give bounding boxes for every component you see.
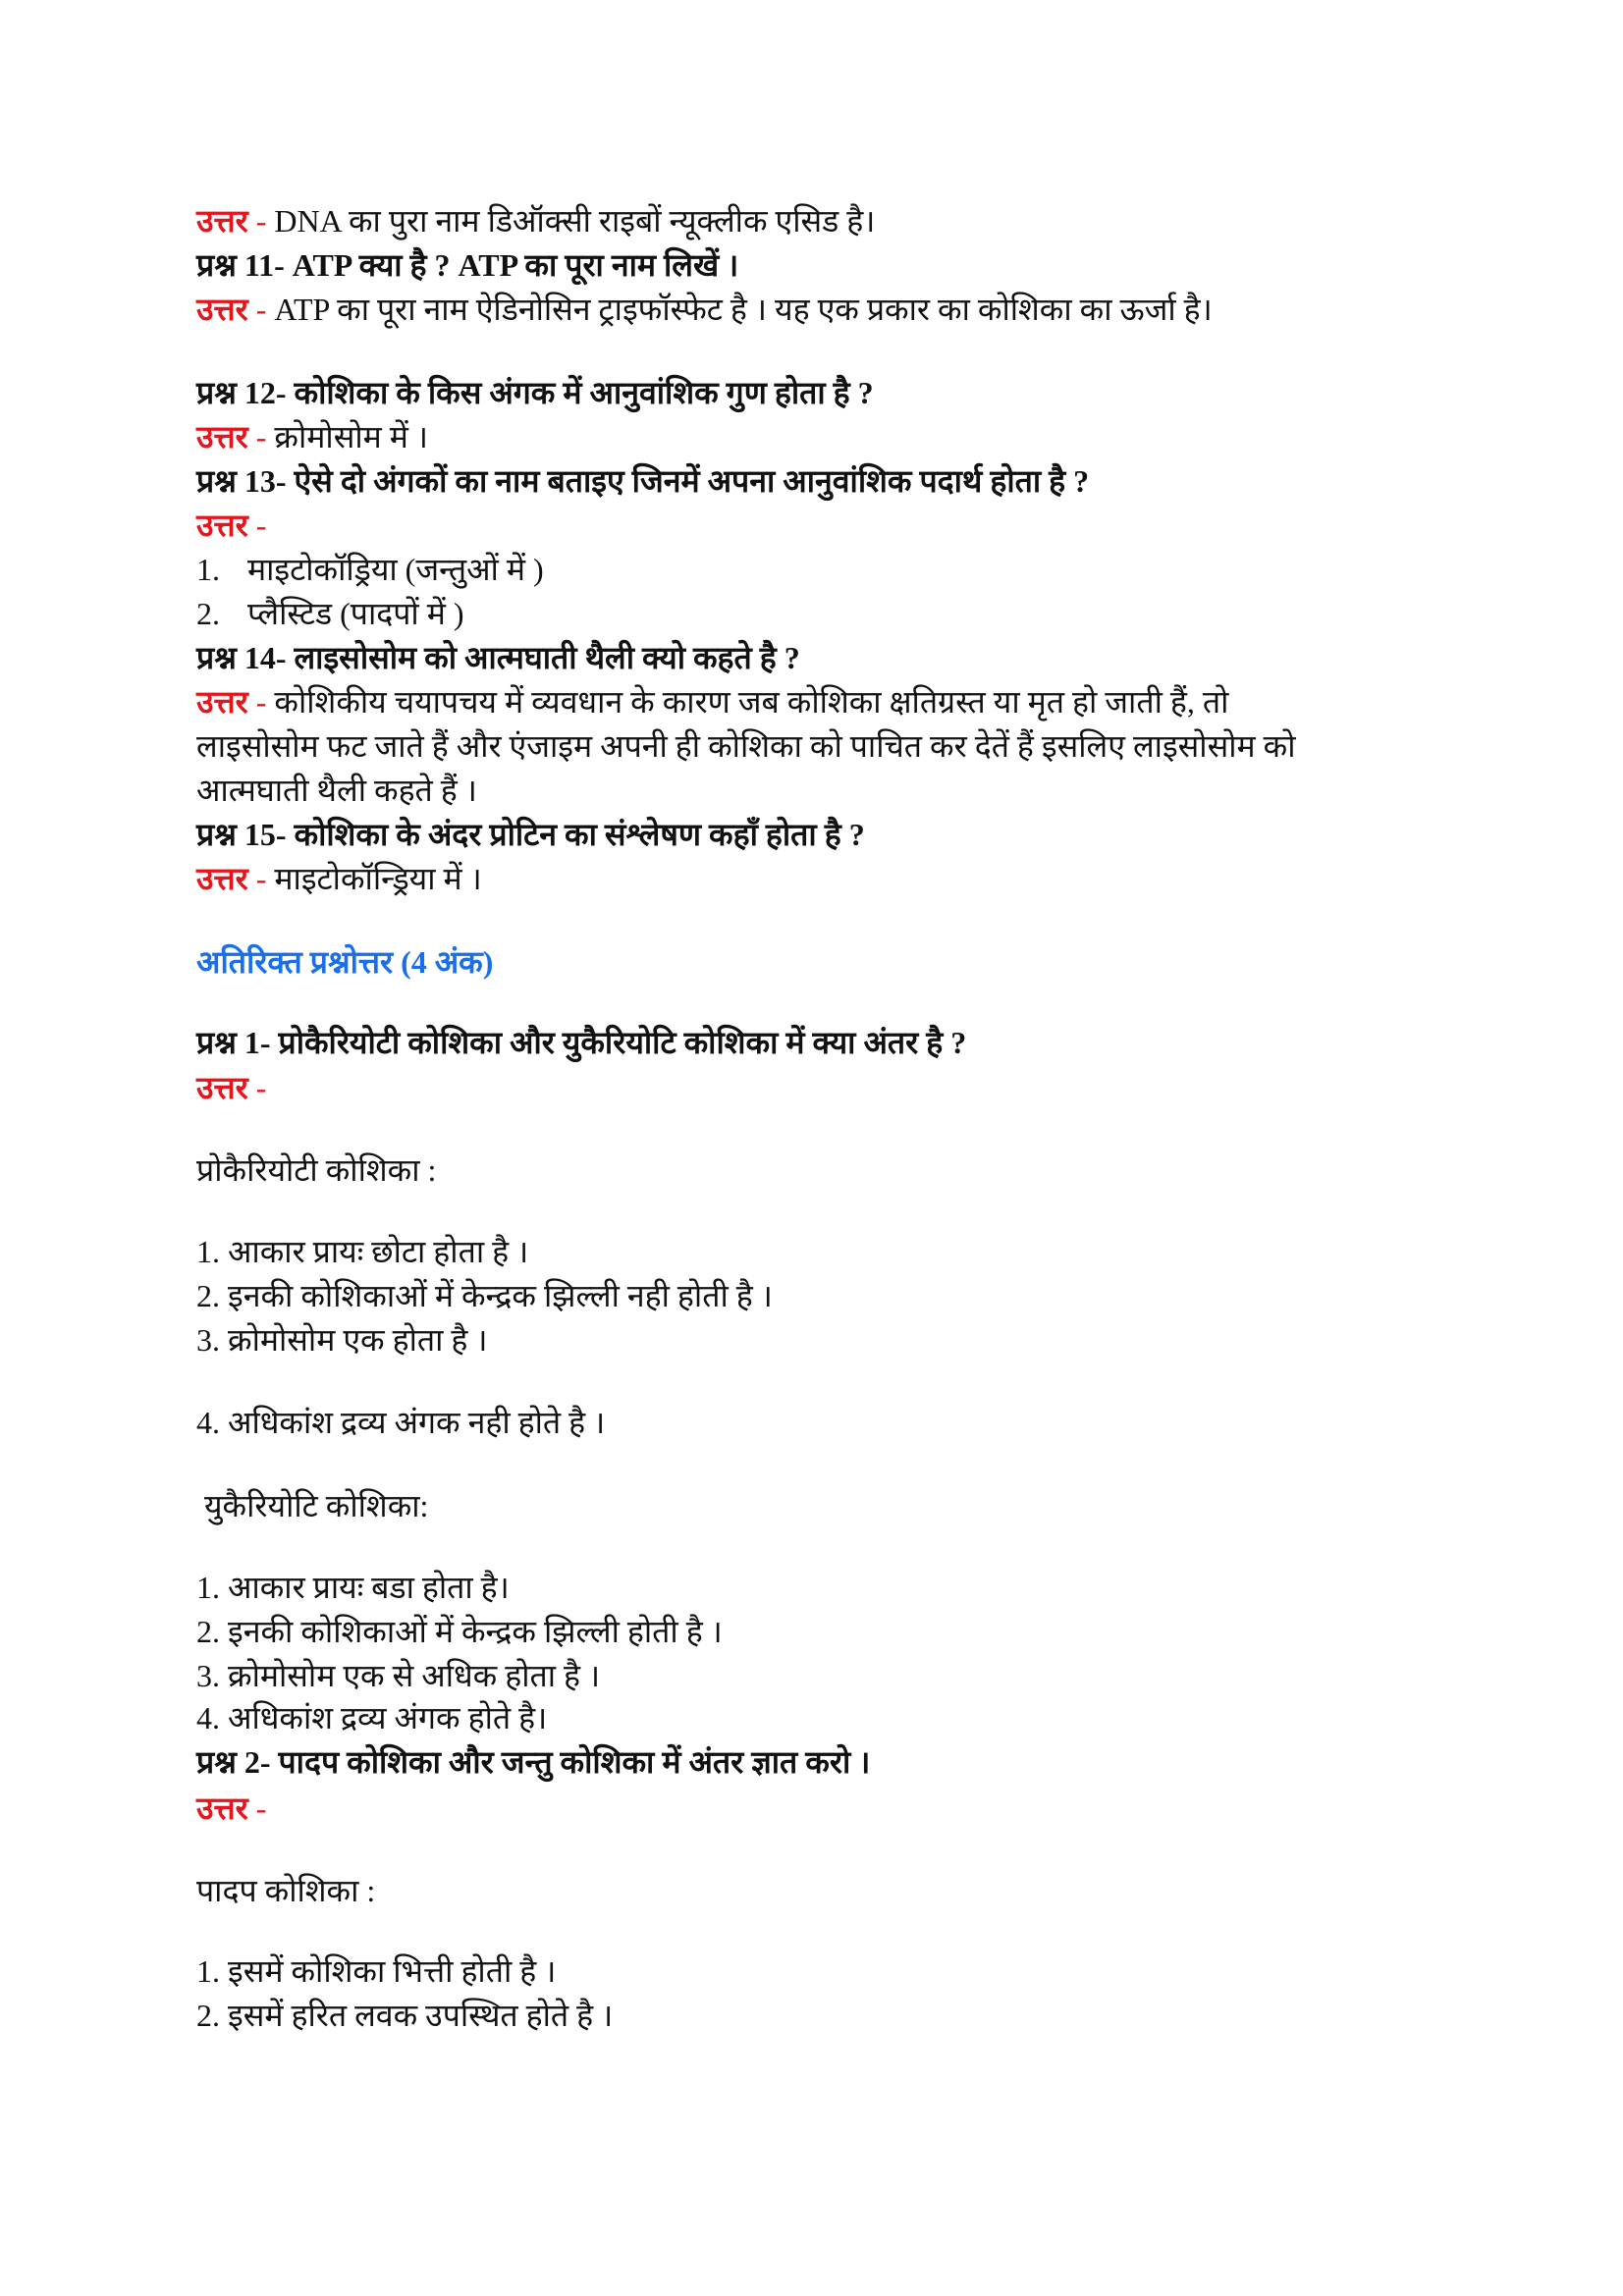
answer-13 [196,506,266,545]
answer-14-line3: आत्मघाती थैली कहते हैं । [196,773,477,808]
list-item [196,550,544,589]
list-item: 1. आकार प्रायः बडा होता है। [196,1570,510,1605]
question-12: प्रश्न 12- कोशिका के किस अंगक में आनुवांशिक गुण होता है ? [196,375,874,410]
list-item: 3. क्रोमोसोम एक से अधिक होता है । [196,1658,601,1693]
section-title: अतिरिक्त प्रश्नोत्तर (4 अंक) [196,944,494,980]
answer-text: माइटोकॉन्ड्रिया में । [274,861,482,896]
answer-12 [196,417,428,456]
dash: - [247,507,267,543]
answer-11 [196,290,1213,329]
answer-text: DNA का पुरा नाम डिऑक्सी राइबों न्यूक्लीक एसिड है। [274,203,876,239]
answer-10 [196,201,875,240]
dash: - [247,861,275,896]
answer-label: उत्तर [196,292,248,327]
dash: - [247,419,275,454]
answer-label: उत्तर [196,1790,248,1826]
dash: - [247,1790,267,1826]
list-item: 2. इनकी कोशिकाओं में केन्द्रक झिल्ली नही होती है । [196,1278,773,1313]
question-13: प्रश्न 13- ऐसे दो अंगकों का नाम बताइए जिनमें अपना आनुवांशिक पदार्थ होता है ? [196,463,1090,499]
list-item: 4. अधिकांश द्रव्य अंगक होते है। [196,1700,548,1735]
question-1: प्रश्न 1- प्रोकैरियोटी कोशिका और युकैरियोटि कोशिका में क्या अंतर है ? [196,1025,967,1060]
list-item: 2. इनकी कोशिकाओं में केन्द्रक झिल्ली होती है । [196,1614,723,1649]
dash: - [247,292,275,327]
list-text: प्लैस्टिड (पादपों में ) [247,596,464,631]
answer-text: कोशिकीय चयापचय में व्यवधान के कारण जब कोशिका क्षतिग्रस्त या मृत हो जाती हैं, तो [274,684,1229,720]
question-2: प्रश्न 2- पादप कोशिका और जन्तु कोशिका में अंतर ज्ञात करो । [196,1744,871,1780]
question-11: प्रश्न 11- ATP क्या है ? ATP का पूरा नाम लिखें । [196,247,739,283]
answer-14-line2: लाइसोसोम फट जाते हैं और एंजाइम अपनी ही कोशिका को पाचित कर देतें हैं इसलिए लाइसोसोम को [196,728,1296,764]
answer-label: उत्तर [196,203,248,239]
list-item [196,594,463,633]
answer-14 [196,682,1228,721]
question-14: प्रश्न 14- लाइसोसोम को आत्मघाती थैली क्यो कहते है ? [196,640,800,675]
dash: - [247,203,275,239]
plant-cell-title: पादप कोशिका : [196,1873,376,1908]
eukaryote-title: युकैरियोटि कोशिका: [204,1488,429,1523]
answer-label: उत्तर [196,684,248,720]
dash: - [247,1070,267,1105]
answer-label: उत्तर [196,861,248,896]
answer-text: ATP का पूरा नाम ऐडिनोसिन ट्राइफॉस्फेट है । यह एक प्रकार का कोशिका का ऊर्जा है। [274,292,1213,327]
answer-label: उत्तर [196,419,248,454]
question-15: प्रश्न 15- कोशिका के अंदर प्रोटिन का संश्लेषण कहाँ होता है ? [196,817,865,852]
list-item: 4. अधिकांश द्रव्य अंगक नही होते है । [196,1405,606,1440]
answer-15 [196,859,482,898]
answer-1 [196,1068,266,1107]
list-number: 1. [196,552,220,587]
answer-text: क्रोमोसोम में । [274,419,429,454]
list-item: 1. इसमें कोशिका भित्ती होती है । [196,1953,557,1989]
list-number: 2. [196,596,220,631]
dash: - [247,684,275,720]
list-text: माइटोकॉड्रिया (जन्तुओं में ) [247,552,544,587]
answer-label: उत्तर [196,1070,248,1105]
list-item: 1. आकार प्रायः छोटा होता है । [196,1234,529,1269]
prokaryote-title: प्रोकैरियोटी कोशिका : [196,1152,437,1188]
answer-label: उत्तर [196,507,248,543]
list-item: 2. इसमें हरित लवक उपस्थित होते है । [196,1998,614,2033]
list-item: 3. क्रोमोसोम एक होता है । [196,1322,488,1358]
answer-2 [196,1789,266,1828]
